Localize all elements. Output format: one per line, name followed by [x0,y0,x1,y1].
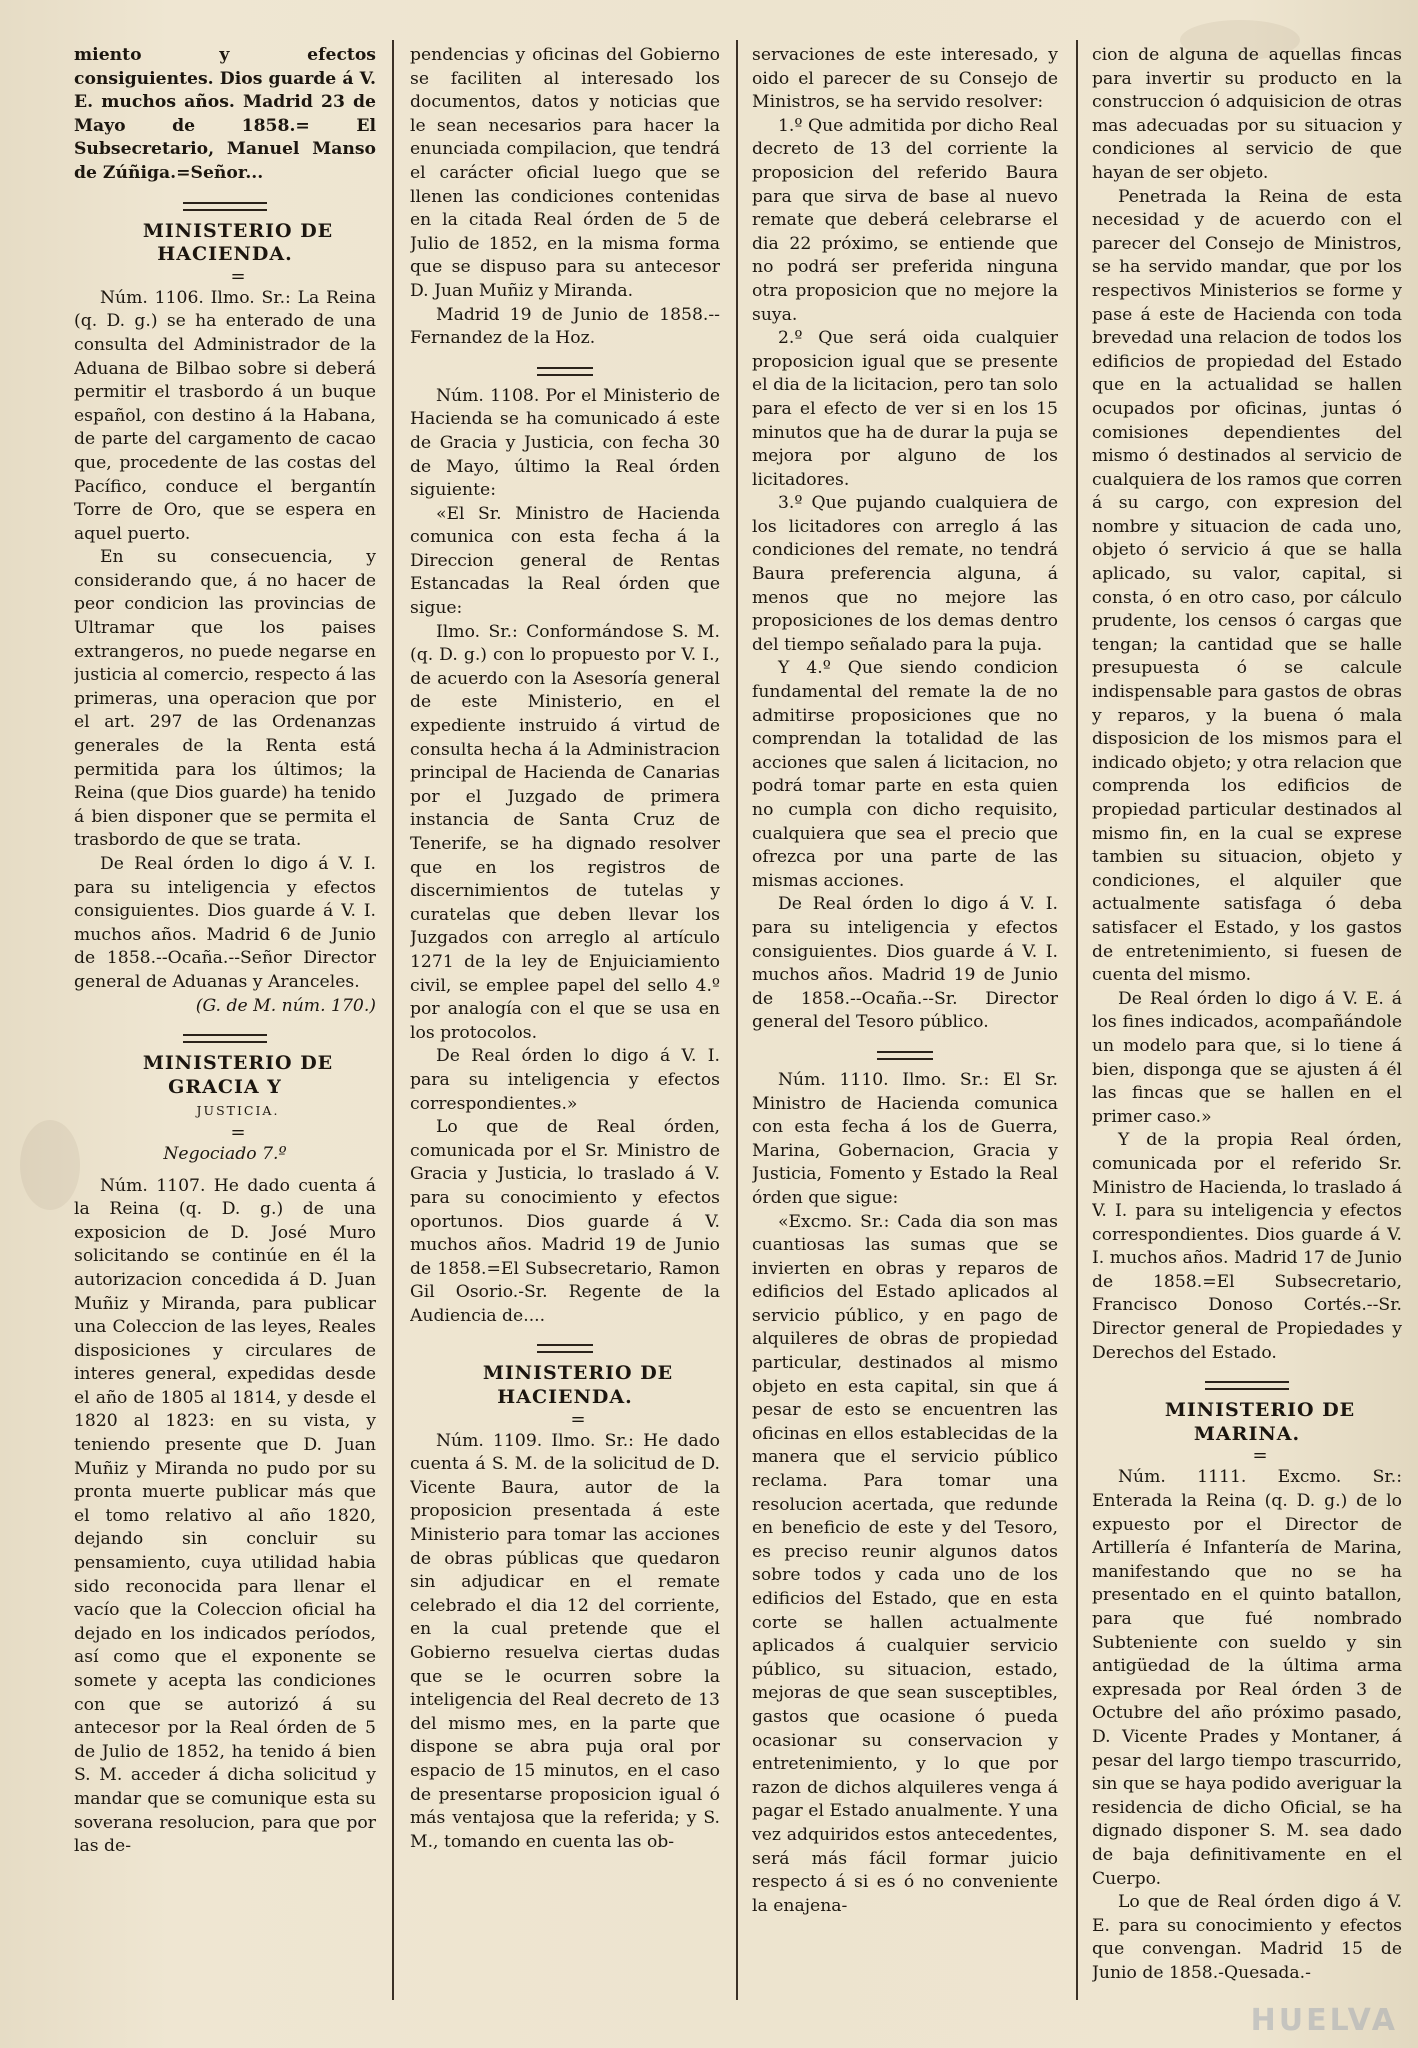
paragraph: servaciones de este interesado, y oido el parecer de su Consejo de Ministros, se ha servido resolver: [752,45,1058,113]
section-heading: MINISTERIO DE HACIENDA. [142,219,334,266]
column-rule [1076,40,1078,2000]
separator [74,186,376,220]
separator [1092,1365,1402,1399]
column-1 [74,44,376,2034]
paragraph: Núm. 1110. Ilmo. Sr.: El Sr. Ministro de Hacienda comunica con esta fecha á los de Guerra, Marina, Gobernacion, Gracia y Justicia, Fomento y Estado la Real órden que sigue: [752,1069,1058,1208]
heading-mark: = [1252,1445,1268,1467]
paragraph: 2.º Que será oida cualquier proposicion igual que se presente el dia de la licitacion, pero tan solo para el efecto de ver si en los 15 minutos que ha de durar la puja se mejora por alguno de los licitadores. [752,328,1058,490]
column-2 [410,44,720,2034]
citation: (G. de M. núm. 170.) [195,995,376,1016]
paragraph: Núm. 1109. Ilmo. Sr.: He dado cuenta á S. M. de la solicitud de D. Vicente Baura, autor de la proposicion presentada á este Ministerio para tomar las acciones de obras públicas que quedaron sin adjudicar en el remate celebrado el dia 12 del corriente, en la cual pretende que el Gobierno resuelva ciertas dudas que se le ocurren sobre la inteligencia del Real decreto de 13 del mismo mes, en la parte que dispone se abra puja oral por espacio de 15 minutos, en el caso de presentarse proposicion igual ó más ventajosa que la referida; y S. M., tomando en cuenta las ob- [410,1430,720,1852]
column-rule [736,40,738,2000]
paragraph: En su consecuencia, y considerando que, á no hacer de peor condicion las provincias de Ultramar que los paises extrangeros, no puede negarse en justicia al comercio, respecto á las primeras, una operacion que por el art. 297 de las Ordenanzas generales de la Renta está permitida para los últimos; la Reina (que Dios guarde) ha tenido á bien disponer que se permita el trasbordo de que se trata. [74,547,376,851]
paragraph: Núm. 1106. Ilmo. Sr.: La Reina (q. D. g.) se ha enterado de una consulta del Administrador de la Aduana de Bilbao sobre si deberá permitir el trasbordo á un buque español, con destino á la Habana, de parte del cargamento de cacao que, procedente de las costas del Pacífico, conduce el bergantín Torre de Oro, que se espera en aquel puerto. [74,287,376,544]
paragraph: «El Sr. Ministro de Hacienda comunica con esta fecha á la Direccion general de Rentas Estancadas la Real órden que sigue: [410,503,720,619]
section-heading: MINISTERIO DE GRACIA Y [142,1052,334,1098]
section-subheading: JUSTICIA. [196,1103,280,1119]
paragraph: 1.º Que admitida por dicho Real decreto de 13 del corriente la proposicion del referido Baura para que sirva de base al nuevo remate que deberá celebrarse el dia 22 próximo, se entiende que no podrá ser preferida ninguna otra proposicion que no mejore la suya. [752,115,1058,325]
heading-mark: = [230,265,246,287]
negociado-label: Negociado 7.º [163,1143,287,1164]
paragraph: Penetrada la Reina de esta necesidad y de acuerdo con el parecer del Consejo de Ministros, se ha servido mandar, que por los respectivos Ministerios se forme y pase á este de Hacienda con toda brevedad una relacion de todos los edificios de propiedad del Estado que en la actualidad se hallen ocupados por oficinas, juntas ó comisiones dependientes del mismo ó destinados al servicio de cualquiera de los ramos que corren á su cargo, con expresion del nombre y situacion de cada uno, objeto ó servicio á que se halla aplicado, su valor, capital, si consta, ó en otro caso, por cálculo prudente, los censos ó cargas que tengan; la cantidad que se halle presupuesta ó se calcule indispensable para gastos de obras y reparos, y la buena ó mala disposicion de los mismos para el indicado objeto; y otra relacion que comprenda los edificios de propiedad particular destinados al mismo fin, en la cual se exprese tambien su situacion, objeto y condiciones, el alquiler que actualmente satisfaga ó deba satisfacer el Estado, y los gastos de entretenimiento, si fuesen de cuenta del mismo. [1092,186,1402,986]
paragraph: Núm. 1108. Por el Ministerio de Hacienda se ha comunicado á este de Gracia y Justicia, con fecha 30 de Mayo, último la Real órden siguiente: [410,385,720,501]
paper-stain [20,1120,80,1210]
paragraph: De Real órden lo digo á V. I. para su inteligencia y efectos consiguientes. Dios guarde á V. I. muchos años. Madrid 6 de Junio de 1858.--Ocaña.--Señor Director general de Aduanas y Aranceles. [74,854,376,992]
separator [410,1328,720,1362]
heading-mark: = [230,1121,246,1143]
paragraph: Y de la propia Real órden, comunicada por el referido Sr. Ministro de Hacienda, lo traslado á V. I. para su inteligencia y efectos correspondientes. Dios guarde á V. I. muchos años. Madrid 17 de Junio de 1858.=El Subsecretario, Francisco Donoso Cortés.--Sr. Director general de Propiedades y Derechos del Estado. [1092,1130,1402,1363]
paragraph: Núm. 1107. He dado cuenta á la Reina (q. D. g.) de una exposicion de D. José Muro solicitando se continúe en él la autorizacion concedida á D. Juan Muñiz y Miranda, para publicar una Coleccion de las leyes, Reales disposiciones y circulares de interes general, expedidas desde el año de 1805 al 1814, y desde el 1820 al 1823: en su vista, y teniendo presente que D. Juan Muñiz y Miranda no pudo por su pronta muerte publicar más que el tomo relativo al año 1820, dejando sin concluir su pensamiento, cuya utilidad habia sido reconocida para llenar el vacío que la Coleccion oficial ha dejado en los indicados períodos, así como que el exponente se somete y acepta las condiciones con que se autorizó á su antecesor por la Real órden de 5 de Julio de 1852, ha tenido á bien S. M. acceder á dicha solicitud y mandar que se comunique esta su soverana resolucion, para que por las de- [74,1175,376,1857]
separator [74,1018,376,1052]
column-rule [392,40,394,2000]
separator [410,351,720,385]
column-4 [1092,44,1402,2034]
paragraph: Lo que de Real órden digo á V. E. para su conocimiento y efectos que convengan. Madrid 15 de Junio de 1858.-Quesada.- [1092,1892,1402,1983]
section-heading: MINISTERIO DE MARINA. [1164,1399,1356,1445]
separator [752,1035,1058,1069]
column-3 [752,44,1058,2034]
paragraph: De Real órden lo digo á V. I. para su inteligencia y efectos consiguientes. Dios guarde á V. I. muchos años. Madrid 19 de Junio de 1858.--Ocaña.--Sr. Director general del Tesoro público. [752,894,1058,1033]
library-watermark: HUELVA [1250,2003,1398,2038]
paragraph: «Excmo. Sr.: Cada dia son mas cuantiosas las sumas que se invierten en obras y reparos de edificios del Estado aplicados al servicio público, y en pago de alquileres de obras de propiedad particular, destinados al mismo objeto en esta capital, sin que á pesar de esto se encuentren las oficinas en ellos establecidas de la manera que el servicio público reclama. Para tomar una resolucion acertada, que redunde en beneficio de este y del Tesoro, es preciso reunir algunos datos sobre todos y cada uno de los edificios del Estado, que en esta corte se hallen actualmente aplicados á cualquier servicio público, su situacion, estado, mejoras de que sean susceptibles, gastos que ocasione ó pueda ocasionar su conservacion y entretenimiento, y lo que por razon de dichos alquileres venga á pagar el Estado anualmente. Y una vez adquiridos estos antecedentes, será más fácil formar juicio respecto á si es ó no conveniente la enajena- [752,1211,1058,1916]
paragraph: Lo que de Real órden, comunicada por el Sr. Ministro de Gracia y Justicia, lo traslado á V. para su conocimiento y efectos oportunos. Dios guarde á V. muchos años. Madrid 19 de Junio de 1858.=El Subsecretario, Ramon Gil Osorio.-Sr. Regente de la Audiencia de.... [410,1117,720,1326]
paragraph: Ilmo. Sr.: Conformándose S. M. (q. D. g.) con lo propuesto por V. I., de acuerdo con la Asesoría general de este Ministerio, en el expediente instruido á virtud de consulta hecha á la Administracion principal de Hacienda de Canarias por el Juzgado de primera instancia de Santa Cruz de Tenerife, se ha dignado resolver que en los registros de discernimientos de tutelas y curatelas que deben llevar los Juzgados con arreglo al artículo 1271 de la ley de Enjuiciamiento civil, se emplee papel del sello 4.º por analogía con el que se usa en los protocolos. [410,621,720,1043]
section-heading: MINISTERIO DE HACIENDA. [482,1362,674,1409]
paragraph: miento y efectos consiguientes. Dios guarde á V. E. muchos años. Madrid 23 de Mayo de 1858.= El Subsecretario, Manuel Manso de Zúñiga.=Señor... [74,45,376,183]
paragraph: De Real órden lo digo á V. I. para su inteligencia y efectos correspondientes.» [410,1046,720,1114]
paragraph: Núm. 1111. Excmo. Sr.: Enterada la Reina (q. D. g.) de lo expuesto por el Director de Artillería é Infantería de Marina, manifestando que no se ha presentado en el quinto batallon, para que fué nombrado Subteniente con sueldo y sin antigüedad de la última arma expresada por Real órden 3 de Octubre del año próximo pasado, D. Vicente Prades y Montaner, á pesar del largo tiempo trascurrido, sin que se haya podido averiguar la residencia de dicho Oficial, se ha dignado disponer S. M. sea dado de baja definitivamente en el Cuerpo. [1092,1467,1402,1889]
paragraph: Y 4.º Que siendo condicion fundamental del remate la de no admitirse proposiciones que no comprendan la totalidad de las acciones que salen á licitacion, no podrá tomar parte en esta quien no cumpla con dicho requisito, cualquiera que sea el precio que ofrezca por una parte de las mismas acciones. [752,658,1058,891]
paragraph: Madrid 19 de Junio de 1858.--Fernandez de la Hoz. [410,304,720,349]
paragraph: cion de alguna de aquellas fincas para invertir su producto en la construccion ó adquisicion de otras mas adecuadas por su situacion y condiciones al servicio de que hayan de ser objeto. [1092,45,1402,183]
paragraph: 3.º Que pujando cualquiera de los licitadores con arreglo á las condiciones del remate, no tendrá Baura preferencia alguna, á menos que no mejore las proposiciones de los demas dentro del tiempo señalado para la puja. [752,493,1058,655]
paragraph: De Real órden lo digo á V. E. á los fines indicados, acompañándole un modelo para que, si lo tiene á bien, disponga que se ajusten á él las fincas que se hallen en el primer caso.» [1092,988,1402,1127]
heading-mark: = [570,1408,586,1430]
paragraph: pendencias y oficinas del Gobierno se faciliten al interesado los documentos, datos y noticias que le sean necesarios para hacer la enunciada compilacion, que tendrá el carácter oficial luego que se llenen las condiciones contenidas en la citada Real órden de 5 de Julio de 1852, en la misma forma que se dispuso para su antecesor D. Juan Muñiz y Miranda. [410,45,720,301]
